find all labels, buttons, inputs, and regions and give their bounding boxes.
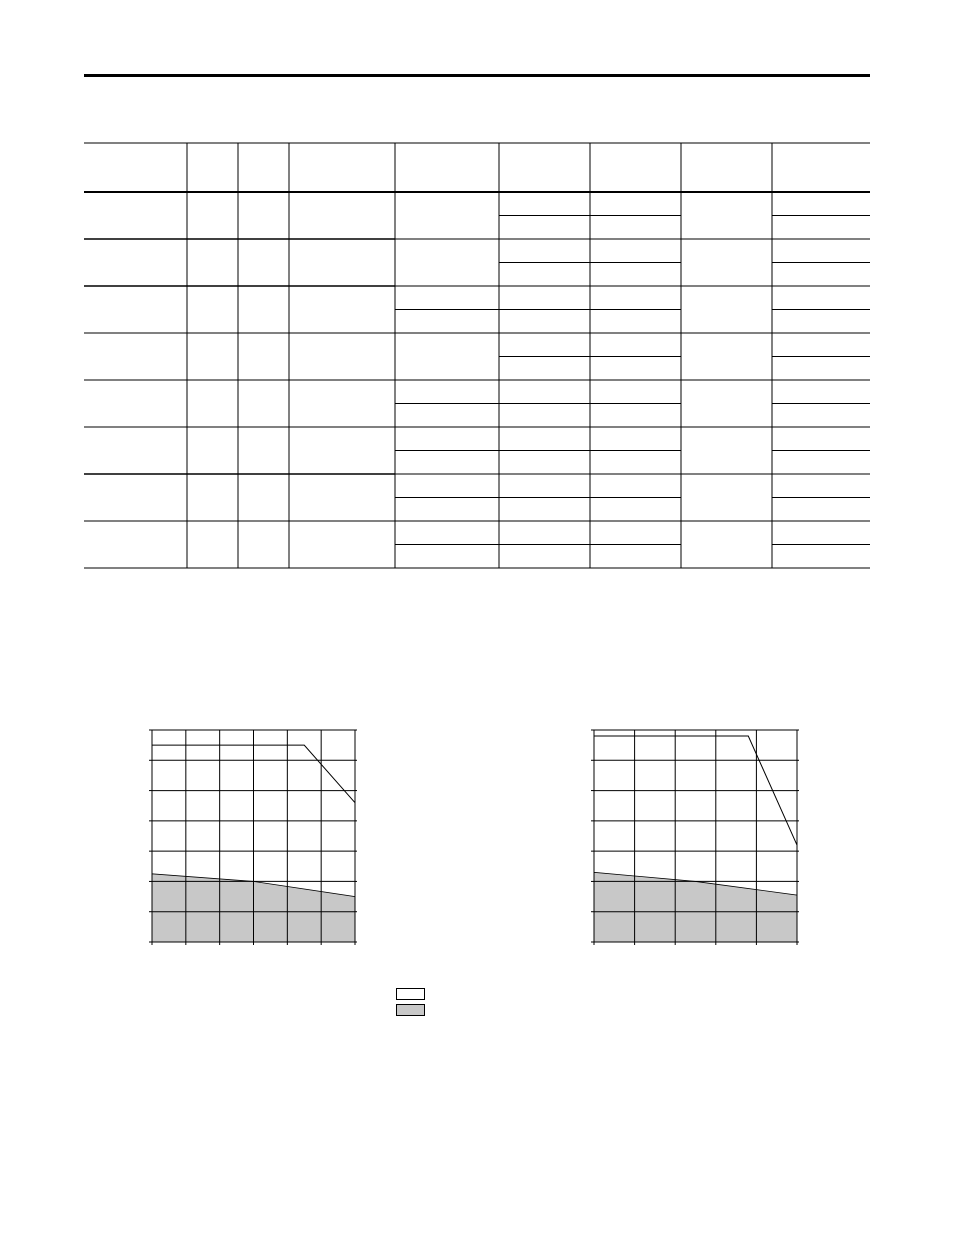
legend-swatch-grey [396,1004,425,1016]
chart-right-shaded-area [594,872,797,942]
derating-chart-left [140,722,370,954]
spec-table [0,0,954,600]
legend-swatch-white [396,988,425,1000]
derating-chart-right [582,722,812,954]
